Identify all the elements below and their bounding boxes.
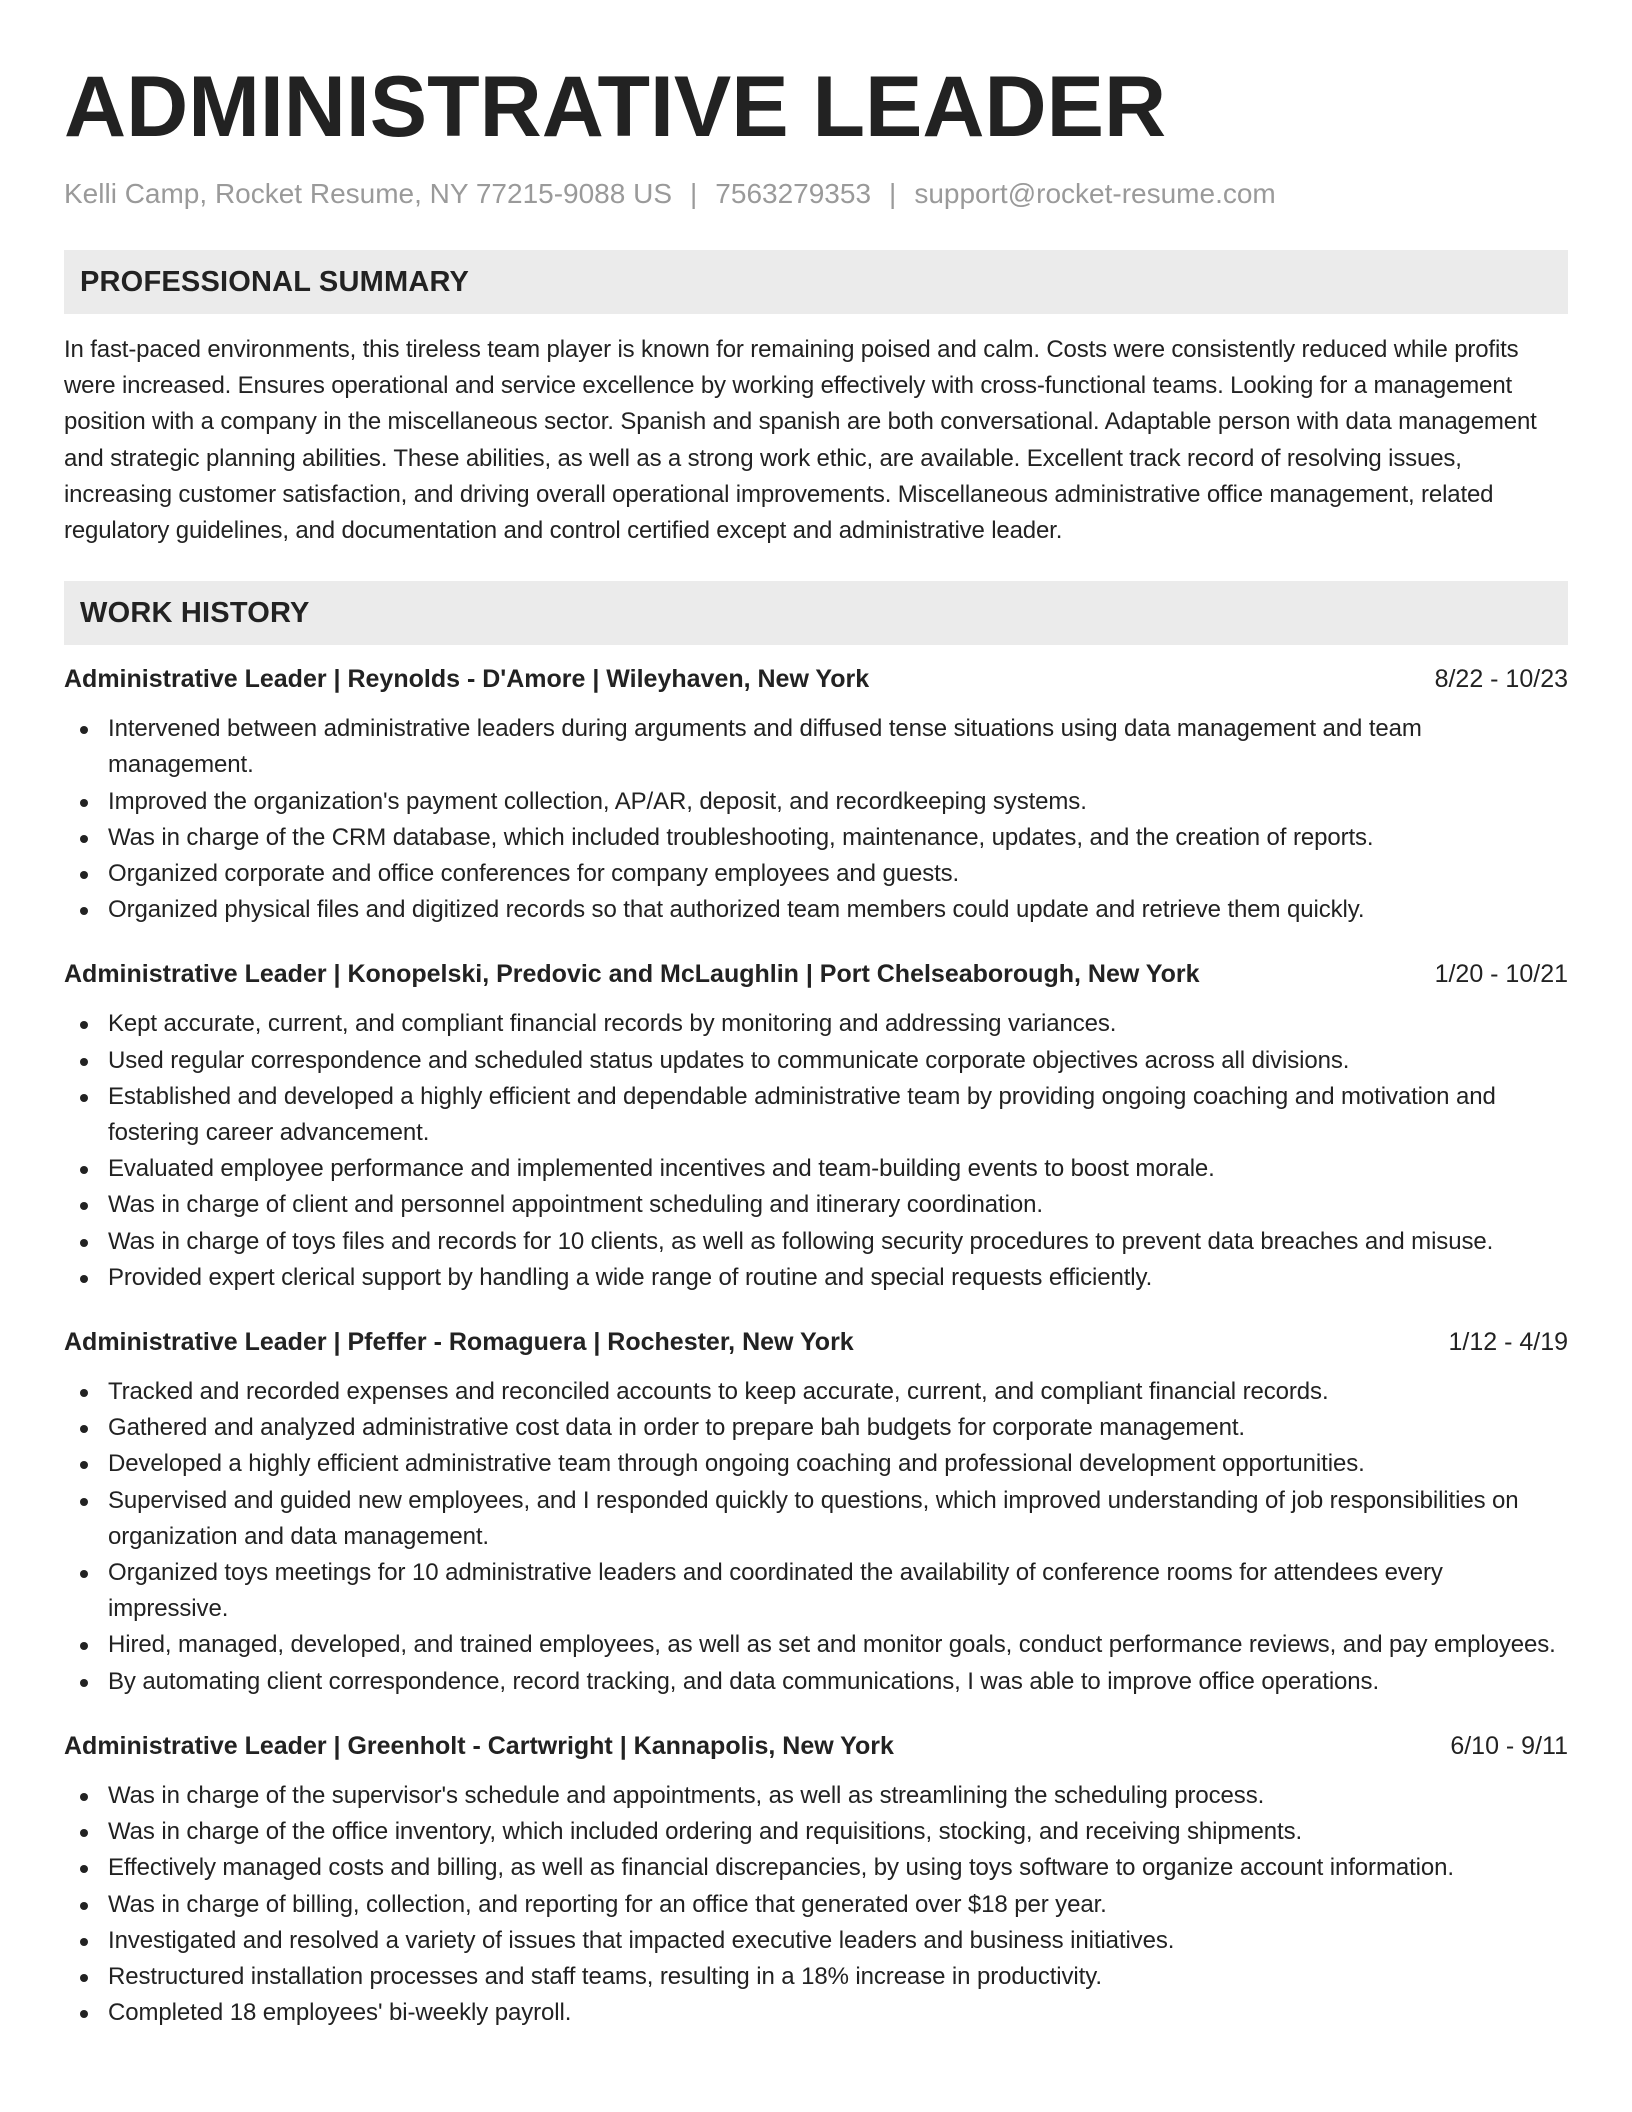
work-history-list [64,663,1568,2031]
contact-email: support@rocket-resume.com [914,178,1276,209]
work-history-heading: WORK HISTORY [80,596,310,629]
job-bullet: Investigated and resolved a variety of issues that impacted executive leaders and business initiatives. [64,1923,1568,1959]
job-bullet: Hired, managed, developed, and trained employees, as well as set and monitor goals, conduct performance reviews, and pay employees. [64,1627,1568,1663]
job-bullet: Was in charge of client and personnel appointment scheduling and itinerary coordination. [64,1187,1568,1223]
resume-title: ADMINISTRATIVE LEADER [64,59,1167,155]
job-entry [64,663,1568,928]
job-entry [64,1326,1568,1700]
job-bullet: Organized toys meetings for 10 administrative leaders and coordinated the availability of conference rooms for attendees every impressive. [64,1555,1568,1627]
job-dates: 6/10 - 9/11 [1450,1731,1568,1760]
job-bullet: Restructured installation processes and staff teams, resulting in a 18% increase in productivity. [64,1959,1568,1995]
summary-text: In fast-paced environments, this tireless team player is known for remaining poised and calm. Costs were consistently reduced while profits were increased. Ensures operational and service excellence by working effectively with cross-functional teams. Looking for a management position with a company in the miscellaneous sector. Spanish and spanish are both conversational. Adaptable person with data management and strategic planning abilities. These abilities, as well as a strong work ethic, are available. Excellent track record of resolving issues, increasing customer satisfaction, and driving overall operational improvements. Miscellaneous administrative office management, related regulatory guidelines, and documentation and control certified except and administrative leader. [64,336,1537,545]
job-bullet: Established and developed a highly efficient and dependable administrative team by providing ongoing coaching and motivation and fostering career advancement. [64,1079,1568,1151]
job-bullet: Effectively managed costs and billing, as well as financial discrepancies, by using toys software to organize account information. [64,1850,1568,1886]
job-bullet: Was in charge of toys files and records for 10 clients, as well as following security procedures to prevent data breaches and misuse. [64,1224,1568,1260]
job-bullet-list [64,1778,1568,2031]
job-header [64,663,1568,695]
job-bullet: Tracked and recorded expenses and reconciled accounts to keep accurate, current, and compliant financial records. [64,1374,1568,1410]
job-bullet: Organized corporate and office conferences for company employees and guests. [64,856,1568,892]
job-bullet: Was in charge of billing, collection, and reporting for an office that generated over $18 per year. [64,1887,1568,1923]
job-bullet: By automating client correspondence, record tracking, and data communications, I was able to improve office operations. [64,1664,1568,1700]
job-bullet: Gathered and analyzed administrative cost data in order to prepare bah budgets for corporate management. [64,1410,1568,1446]
job-bullet: Supervised and guided new employees, and I responded quickly to questions, which improved understanding of job responsibilities on organization and data management. [64,1483,1568,1555]
job-bullet: Was in charge of the office inventory, which included ordering and requisitions, stocking, and receiving shipments. [64,1814,1568,1850]
summary-heading: PROFESSIONAL SUMMARY [80,265,470,298]
job-title: Administrative Leader | Konopelski, Predovic and McLaughlin | Port Chelseaborough, New York [64,960,1200,989]
job-bullet: Was in charge of the supervisor's schedule and appointments, as well as streamlining the scheduling process. [64,1778,1568,1814]
job-header [64,958,1568,990]
job-dates: 1/12 - 4/19 [1448,1328,1568,1357]
contact-line [64,178,1568,210]
job-bullet: Provided expert clerical support by handling a wide range of routine and special requests efficiently. [64,1260,1568,1296]
job-bullet: Developed a highly efficient administrative team through ongoing coaching and professional development opportunities. [64,1446,1568,1482]
job-bullet: Completed 18 employees' bi-weekly payroll. [64,1995,1568,2031]
job-bullet: Used regular correspondence and scheduled status updates to communicate corporate objectives across all divisions. [64,1043,1568,1079]
job-bullet-list [64,1006,1568,1296]
job-title: Administrative Leader | Reynolds - D'Amore | Wileyhaven, New York [64,665,870,694]
job-bullet-list [64,1374,1568,1700]
job-bullet: Was in charge of the CRM database, which included troubleshooting, maintenance, updates, and the creation of reports. [64,820,1568,856]
job-entry [64,1730,1568,2031]
job-dates: 1/20 - 10/21 [1434,960,1568,989]
job-bullet: Improved the organization's payment collection, AP/AR, deposit, and recordkeeping systems. [64,784,1568,820]
contact-phone: 7563279353 [715,178,872,209]
job-bullet: Evaluated employee performance and implemented incentives and team-building events to boost morale. [64,1151,1568,1187]
contact-address: Kelli Camp, Rocket Resume, NY 77215-9088 US [64,178,673,209]
job-entry [64,958,1568,1296]
summary-section-header [64,250,1568,314]
job-dates: 8/22 - 10/23 [1434,665,1568,694]
job-header [64,1326,1568,1358]
job-bullet-list [64,711,1568,928]
contact-separator: | [690,178,698,209]
job-bullet: Kept accurate, current, and compliant financial records by monitoring and addressing variances. [64,1006,1568,1042]
job-title: Administrative Leader | Greenholt - Cartwright | Kannapolis, New York [64,1731,894,1760]
job-bullet: Intervened between administrative leaders during arguments and diffused tense situations using data management and team management. [64,711,1568,783]
contact-separator: | [889,178,897,209]
job-bullet: Organized physical files and digitized records so that authorized team members could update and retrieve them quickly. [64,892,1568,928]
job-title: Administrative Leader | Pfeffer - Romaguera | Rochester, New York [64,1328,854,1357]
work-history-section-header [64,581,1568,645]
job-header [64,1730,1568,1762]
